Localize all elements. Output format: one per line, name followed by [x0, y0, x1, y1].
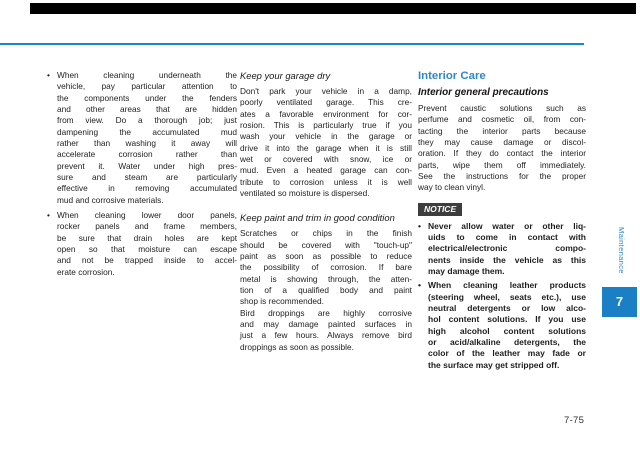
maintenance-tab-label: Maintenance: [617, 227, 626, 274]
bullet-text: When cleaning underneath the vehicle, pay particular attention to the components under the fenders and other areas that are hidden from view. Do a thorough job; just dampening the accumulated mud rather than washing it away will accelerate corrosion rather than prevent it. Water under high pres- sure and steam are particularly effective in removing accumulated mud and corrosive materials.: [57, 70, 237, 205]
notice-badge: NOTICE: [418, 203, 462, 216]
interior-precautions-heading: Interior general precautions: [418, 87, 549, 98]
bullet-text: When cleaning leather products (steering wheel, seats etc.), use neutral detergents or low alco- hol content solutions. If you use high alcohol content solutions or acid/alkaline detergents, the color of the leather may fade or the surface may get stripped off.: [428, 280, 586, 370]
section-heading-garage-dry: Keep your garage dry: [240, 70, 331, 81]
left-column: [47, 70, 237, 278]
paragraph: Bird droppings are highly corrosive and may damage painted surfaces in just a few hours. Always remove bird droppings as soon as possible.: [240, 307, 412, 352]
bullet-dot: •: [418, 220, 421, 231]
chapter-tab: 7: [602, 287, 637, 317]
bullet-dot: •: [418, 280, 421, 291]
paragraph: Don't park your vehicle in a damp, poorly ventilated garage. This cre- ates a favorable environment for cor- rosion. This is particularly true if you wash your vehicle in the garage or drive it into the garage when it is still wet or covered with snow, ice or mud. Even a heated garage can con- tribute to corrosion unless it is well ventilated so moisture is dispersed.: [240, 86, 412, 198]
bullet-text: Never allow water or other liq- uids to come in contact with electrical/electronic compo- nents inside the vehicle as this may damage them.: [428, 220, 586, 276]
list-item: [47, 210, 237, 278]
notice-list-item: [418, 280, 586, 371]
right-column: [418, 70, 586, 371]
bullet-text: When cleaning lower door panels, rocker panels and frame members, be sure that drain holes are kept open so that moisture can escape and not be trapped inside to accel- erate corrosion.: [57, 209, 237, 277]
bullet-dot: •: [47, 209, 50, 220]
interior-care-title: Interior Care: [418, 70, 486, 82]
page-number: 7-75: [564, 415, 585, 426]
redaction-bar: [30, 3, 636, 14]
notice-list-item: [418, 221, 586, 278]
header-rule: [0, 43, 584, 45]
list-item: [47, 70, 237, 206]
paragraph: Prevent caustic solutions such as perfume and cosmetic oil, from con- tacting the interior parts because they may cause damage or discol- oration. If they do contact the interior parts, wipe them off immediately. See the instructions for the proper way to clean vinyl.: [418, 103, 586, 193]
paragraph: Scratches or chips in the finish should be covered with "touch-up" paint as soon as possible to reduce the possibility of corrosion. If bare metal is showing through, the atten- tion of a qualified body and paint shop is recommended.: [240, 228, 412, 307]
middle-column: [240, 70, 412, 353]
bullet-dot: •: [47, 70, 50, 80]
section-heading-paint-trim: Keep paint and trim in good condition: [240, 212, 395, 224]
